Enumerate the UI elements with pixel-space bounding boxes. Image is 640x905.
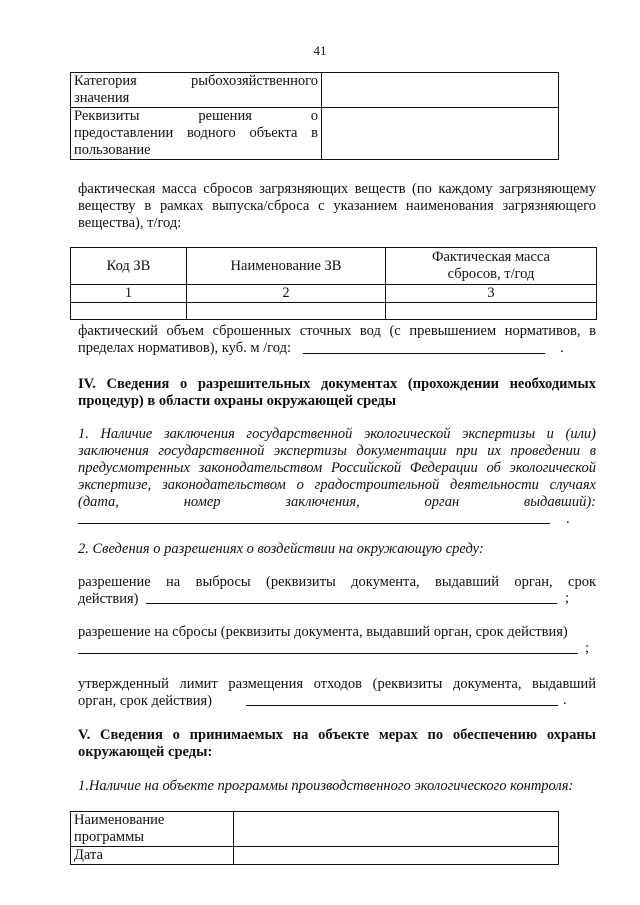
section5-heading [78,727,596,761]
emissions-end: ; [565,590,570,606]
decision-label-line3: пользование [74,142,151,158]
decision-label-line2: предоставлении водного объекта в [74,125,318,141]
item1-end: . [566,511,570,527]
program-name-value-cell[interactable] [234,812,559,847]
program-name-label-line2: программы [74,829,144,845]
emissions-fill-line[interactable] [146,603,557,604]
empty-cell[interactable] [187,303,386,320]
volume-line1: фактический объем сброшенных сточных вод (с превышением нормативов, в [78,323,596,339]
section4-item1 [78,426,596,511]
table-row [71,248,597,285]
waste-line2: орган, срок действия) [78,693,212,709]
mass-paragraph [78,181,596,232]
waste-line1: утвержденный лимит размещения отходов (реквизиты документа, выдавший [78,676,596,692]
waste-end: . [563,692,567,708]
page-number: 41 [313,43,327,58]
item1-line2: заключения государственной экспертизы документации при их проведении в [78,443,596,459]
discharges-paragraph [78,624,596,641]
header-mass-line1: Фактическая масса [432,249,550,265]
discharges-line1: разрешение на сбросы (реквизиты документа, выдавший орган, срок действия) [78,624,568,640]
section4-heading-line1: IV. Сведения о разрешительных документах (прохождении необходимых [78,376,596,392]
program-name-label-cell [71,812,234,847]
waste-fill-line[interactable] [246,705,558,706]
item1-fill-line[interactable] [78,523,550,524]
decision-label-line1: Реквизиты решения о [74,108,318,124]
section5-heading-line1: V. Сведения о принимаемых на объекте мерах по обеспечению охраны [78,727,596,743]
item1-line4: экспертизе, законодательством о градостроительной деятельности случаях [78,477,596,493]
section5-item1: 1.Наличие на объекте программы производственного экологического контроля: [78,778,574,794]
category-label-line2: значения [74,90,130,106]
header-code: Код ЗВ [71,248,187,285]
category-label-cell [71,73,322,108]
item1-line3: предусмотренных законодательством Российской Федерации об экологической [78,460,596,476]
table-row [71,812,559,847]
top-info-table [70,72,559,160]
decision-label-cell [71,108,322,160]
program-table [70,811,559,865]
emissions-line1: разрешение на выбросы (реквизиты документа, выдавший орган, срок [78,574,596,590]
category-value-cell[interactable] [322,73,559,108]
emissions-line2: действия) [78,591,139,607]
item1-line1: 1. Наличие заключения государственной экологической экспертизы и (или) [78,426,596,442]
table-row [71,108,559,160]
section4-item2: 2. Сведения о разрешениях о воздействии на окружающую среду: [78,541,484,557]
discharges-fill-line[interactable] [78,653,578,654]
mass-line3: вещества), т/год: [78,215,182,231]
mass-line1: фактическая масса сбросов загрязняющих веществ (по каждому загрязняющему [78,181,596,197]
volume-end: . [560,340,564,356]
volume-line2 [78,340,596,357]
section4-heading [78,376,596,410]
table-row [71,285,597,303]
decision-value-cell[interactable] [322,108,559,160]
header-name: Наименование ЗВ [187,248,386,285]
program-name-label-line1: Наименование [74,812,165,828]
empty-cell[interactable] [386,303,597,320]
section5-heading-line2: окружающей среды: [78,744,213,760]
category-label-line1: Категория рыбохозяйственного [74,73,318,89]
number-cell-3: 3 [386,285,597,303]
number-cell-2: 2 [187,285,386,303]
pollutant-table [70,247,597,320]
mass-line2: веществу в рамках выпуска/сброса с указанием наименования загрязняющего [78,198,596,214]
header-mass-line2: сбросов, т/год [447,266,535,282]
number-cell-1: 1 [71,285,187,303]
item1-line5: (дата, номер заключения, орган выдавший): [78,494,596,510]
program-date-value-cell[interactable] [234,847,559,865]
volume-line2-text: пределах нормативов), куб. м /год: [78,340,291,356]
volume-paragraph [78,323,596,357]
table-row [71,73,559,108]
empty-cell[interactable] [71,303,187,320]
table-row [71,303,597,320]
header-mass [386,248,597,285]
program-date-label-cell: Дата [71,847,234,865]
volume-fill-line[interactable] [303,353,545,354]
discharges-end: ; [585,640,590,656]
table-row [71,847,559,865]
section4-heading-line2: процедур) в области охраны окружающей среды [78,393,397,409]
